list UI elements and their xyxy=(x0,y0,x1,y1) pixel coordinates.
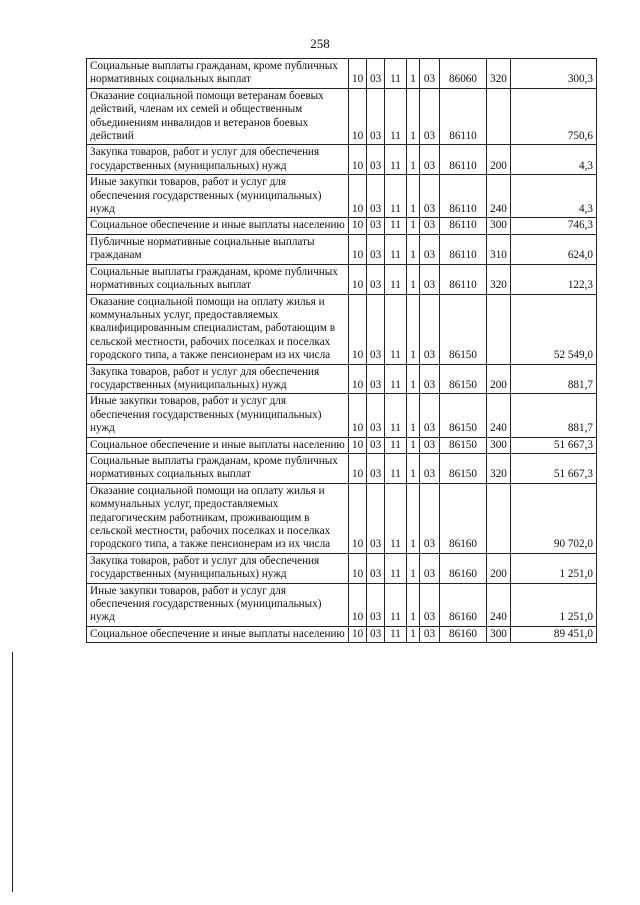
code-subprogram: 1 xyxy=(407,145,420,175)
code-subsection: 03 xyxy=(367,553,385,583)
code-direction: 86110 xyxy=(440,145,487,175)
table-row xyxy=(87,626,597,642)
code-subprogram: 1 xyxy=(407,175,420,218)
code-expense-type xyxy=(487,294,511,364)
code-direction: 86110 xyxy=(440,175,487,218)
margin-line xyxy=(12,652,13,892)
code-subprogram: 1 xyxy=(407,218,420,234)
row-name: Социальное обеспечение и иные выплаты населению xyxy=(87,218,349,234)
code-direction: 86110 xyxy=(440,88,487,145)
row-name: Социальное обеспечение и иные выплаты населению xyxy=(87,626,349,642)
row-amount: 300,3 xyxy=(511,59,597,89)
row-amount: 52 549,0 xyxy=(511,294,597,364)
code-expense-type: 300 xyxy=(487,437,511,453)
code-main-activity: 03 xyxy=(420,626,440,642)
table-row xyxy=(87,483,597,553)
code-main-activity: 03 xyxy=(420,294,440,364)
code-section: 10 xyxy=(349,264,367,294)
row-name: Закупка товаров, работ и услуг для обеспечения государственных (муниципальных) нужд xyxy=(87,553,349,583)
code-subsection: 03 xyxy=(367,145,385,175)
code-subsection: 03 xyxy=(367,437,385,453)
code-subsection: 03 xyxy=(367,294,385,364)
code-section: 10 xyxy=(349,88,367,145)
table-row xyxy=(87,234,597,264)
code-main-activity: 03 xyxy=(420,145,440,175)
code-subsection: 03 xyxy=(367,88,385,145)
code-main-activity: 03 xyxy=(420,88,440,145)
code-direction: 86160 xyxy=(440,483,487,553)
row-amount: 881,7 xyxy=(511,394,597,437)
code-program: 11 xyxy=(385,88,407,145)
code-expense-type: 240 xyxy=(487,175,511,218)
row-name: Оказание социальной помощи на оплату жилья и коммунальных услуг, предоставляемых педагогическим работникам, проживающим в сельской местности, рабочих поселках и поселках городского типа, а также пенсионерам из их числа xyxy=(87,483,349,553)
row-name: Социальные выплаты гражданам, кроме публичных нормативных социальных выплат xyxy=(87,264,349,294)
code-subsection: 03 xyxy=(367,626,385,642)
row-amount: 122,3 xyxy=(511,264,597,294)
row-amount: 51 667,3 xyxy=(511,453,597,483)
code-section: 10 xyxy=(349,483,367,553)
code-section: 10 xyxy=(349,364,367,394)
code-program: 11 xyxy=(385,218,407,234)
code-direction: 86160 xyxy=(440,626,487,642)
code-program: 11 xyxy=(385,364,407,394)
code-program: 11 xyxy=(385,453,407,483)
code-program: 11 xyxy=(385,175,407,218)
code-main-activity: 03 xyxy=(420,218,440,234)
code-section: 10 xyxy=(349,59,367,89)
code-direction: 86150 xyxy=(440,453,487,483)
code-program: 11 xyxy=(385,553,407,583)
code-expense-type: 310 xyxy=(487,234,511,264)
code-direction: 86110 xyxy=(440,218,487,234)
code-subsection: 03 xyxy=(367,175,385,218)
row-name: Социальное обеспечение и иные выплаты населению xyxy=(87,437,349,453)
code-subprogram: 1 xyxy=(407,626,420,642)
code-subprogram: 1 xyxy=(407,294,420,364)
code-expense-type: 240 xyxy=(487,583,511,626)
row-name: Оказание социальной помощи ветеранам боевых действий, членам их семей и общественным объединениям инвалидов и ветеранов боевых действий xyxy=(87,88,349,145)
code-main-activity: 03 xyxy=(420,264,440,294)
code-section: 10 xyxy=(349,626,367,642)
code-expense-type: 300 xyxy=(487,626,511,642)
code-main-activity: 03 xyxy=(420,364,440,394)
code-expense-type: 320 xyxy=(487,264,511,294)
row-amount: 624,0 xyxy=(511,234,597,264)
code-program: 11 xyxy=(385,145,407,175)
code-subsection: 03 xyxy=(367,583,385,626)
code-section: 10 xyxy=(349,218,367,234)
table-row xyxy=(87,88,597,145)
row-name: Иные закупки товаров, работ и услуг для обеспечения государственных (муниципальных) нужд xyxy=(87,175,349,218)
code-direction: 86150 xyxy=(440,394,487,437)
code-subprogram: 1 xyxy=(407,394,420,437)
row-amount: 881,7 xyxy=(511,364,597,394)
table-row xyxy=(87,453,597,483)
code-program: 11 xyxy=(385,59,407,89)
row-amount: 746,3 xyxy=(511,218,597,234)
code-program: 11 xyxy=(385,626,407,642)
code-subsection: 03 xyxy=(367,453,385,483)
table-row xyxy=(87,553,597,583)
code-section: 10 xyxy=(349,394,367,437)
code-main-activity: 03 xyxy=(420,553,440,583)
table-row xyxy=(87,59,597,89)
code-expense-type: 240 xyxy=(487,394,511,437)
code-section: 10 xyxy=(349,453,367,483)
code-subprogram: 1 xyxy=(407,234,420,264)
row-name: Публичные нормативные социальные выплаты гражданам xyxy=(87,234,349,264)
code-subprogram: 1 xyxy=(407,59,420,89)
row-amount: 89 451,0 xyxy=(511,626,597,642)
code-direction: 86060 xyxy=(440,59,487,89)
row-amount: 51 667,3 xyxy=(511,437,597,453)
row-amount: 4,3 xyxy=(511,145,597,175)
code-main-activity: 03 xyxy=(420,483,440,553)
table-row xyxy=(87,364,597,394)
table-row xyxy=(87,175,597,218)
table-body xyxy=(87,59,597,643)
code-program: 11 xyxy=(385,437,407,453)
code-direction: 86160 xyxy=(440,583,487,626)
code-subsection: 03 xyxy=(367,59,385,89)
row-amount: 4,3 xyxy=(511,175,597,218)
row-amount: 750,6 xyxy=(511,88,597,145)
code-program: 11 xyxy=(385,264,407,294)
code-subsection: 03 xyxy=(367,234,385,264)
code-section: 10 xyxy=(349,583,367,626)
code-direction: 86150 xyxy=(440,294,487,364)
code-subprogram: 1 xyxy=(407,453,420,483)
row-name: Социальные выплаты гражданам, кроме публичных нормативных социальных выплат xyxy=(87,453,349,483)
code-expense-type: 200 xyxy=(487,364,511,394)
row-name: Иные закупки товаров, работ и услуг для обеспечения государственных (муниципальных) нужд xyxy=(87,394,349,437)
code-subsection: 03 xyxy=(367,218,385,234)
row-amount: 1 251,0 xyxy=(511,583,597,626)
table-row xyxy=(87,264,597,294)
code-main-activity: 03 xyxy=(420,453,440,483)
code-expense-type: 200 xyxy=(487,553,511,583)
code-main-activity: 03 xyxy=(420,583,440,626)
code-main-activity: 03 xyxy=(420,175,440,218)
row-name: Оказание социальной помощи на оплату жилья и коммунальных услуг, предоставляемых квалифицированным специалистам, работающим в сельской местности, рабочих поселках и поселках городского типа, а также пенсионерам из их числа xyxy=(87,294,349,364)
code-section: 10 xyxy=(349,175,367,218)
row-name: Социальные выплаты гражданам, кроме публичных нормативных социальных выплат xyxy=(87,59,349,89)
code-subsection: 03 xyxy=(367,264,385,294)
code-expense-type: 200 xyxy=(487,145,511,175)
code-direction: 86110 xyxy=(440,264,487,294)
code-section: 10 xyxy=(349,294,367,364)
table-row xyxy=(87,437,597,453)
budget-table xyxy=(86,58,597,643)
code-program: 11 xyxy=(385,294,407,364)
code-expense-type xyxy=(487,88,511,145)
row-name: Закупка товаров, работ и услуг для обеспечения государственных (муниципальных) нужд xyxy=(87,364,349,394)
code-expense-type xyxy=(487,483,511,553)
code-direction: 86150 xyxy=(440,437,487,453)
code-subsection: 03 xyxy=(367,394,385,437)
code-subsection: 03 xyxy=(367,364,385,394)
code-expense-type: 300 xyxy=(487,218,511,234)
code-expense-type: 320 xyxy=(487,453,511,483)
code-program: 11 xyxy=(385,483,407,553)
code-direction: 86110 xyxy=(440,234,487,264)
code-section: 10 xyxy=(349,145,367,175)
table-row xyxy=(87,218,597,234)
code-subprogram: 1 xyxy=(407,583,420,626)
code-expense-type: 320 xyxy=(487,59,511,89)
code-subprogram: 1 xyxy=(407,437,420,453)
code-subprogram: 1 xyxy=(407,264,420,294)
page-number: 258 xyxy=(310,36,330,51)
code-section: 10 xyxy=(349,437,367,453)
code-program: 11 xyxy=(385,394,407,437)
code-main-activity: 03 xyxy=(420,394,440,437)
row-name: Закупка товаров, работ и услуг для обеспечения государственных (муниципальных) нужд xyxy=(87,145,349,175)
table-row xyxy=(87,583,597,626)
row-amount: 1 251,0 xyxy=(511,553,597,583)
code-program: 11 xyxy=(385,583,407,626)
code-section: 10 xyxy=(349,553,367,583)
table-row xyxy=(87,145,597,175)
code-subprogram: 1 xyxy=(407,88,420,145)
code-subprogram: 1 xyxy=(407,483,420,553)
code-main-activity: 03 xyxy=(420,59,440,89)
table-row xyxy=(87,294,597,364)
row-amount: 90 702,0 xyxy=(511,483,597,553)
code-direction: 86150 xyxy=(440,364,487,394)
table-row xyxy=(87,394,597,437)
code-main-activity: 03 xyxy=(420,437,440,453)
code-subsection: 03 xyxy=(367,483,385,553)
code-direction: 86160 xyxy=(440,553,487,583)
code-program: 11 xyxy=(385,234,407,264)
row-name: Иные закупки товаров, работ и услуг для обеспечения государственных (муниципальных) нужд xyxy=(87,583,349,626)
code-subprogram: 1 xyxy=(407,553,420,583)
code-main-activity: 03 xyxy=(420,234,440,264)
code-section: 10 xyxy=(349,234,367,264)
code-subprogram: 1 xyxy=(407,364,420,394)
